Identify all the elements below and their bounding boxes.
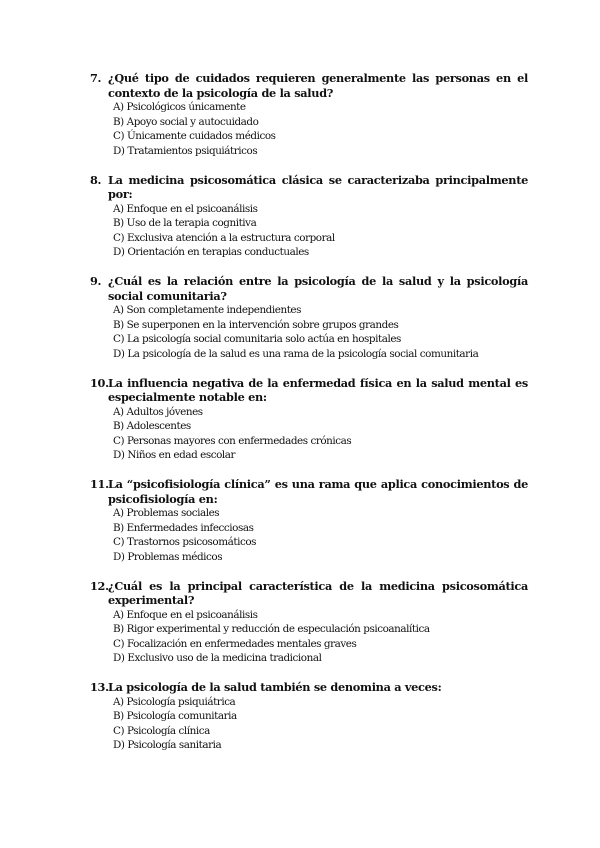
question-12 (90, 579, 528, 666)
answer-option: B) Enfermedades infecciosas (113, 521, 254, 534)
question-10 (90, 376, 528, 463)
answer-options (113, 100, 528, 158)
question-text: La influencia negativa de la enfermedad física en la salud mental es especialmente notable en: (108, 375, 528, 404)
answer-option: D) Tratamientos psiquiátricos (113, 144, 258, 157)
question-text: La medicina psicosomática clásica se caracterizaba principalmente por: (108, 172, 528, 201)
question-number: 11. (90, 477, 109, 491)
answer-option: A) Enfoque en el psicoanálisis (113, 608, 258, 621)
question-stem (90, 579, 528, 608)
answer-option: B) Psicología comunitaria (113, 710, 237, 722)
question-number: 8. (90, 172, 102, 187)
answer-option: A) Psicología psiquiátrica (113, 695, 236, 708)
answer-options (113, 695, 528, 753)
question-stem (90, 173, 528, 202)
question-stem (90, 71, 528, 100)
question-stem (90, 680, 528, 695)
question-text: ¿Qué tipo de cuidados requieren generalmente las personas en el contexto de la psicología de la salud? (108, 71, 528, 100)
answer-options (113, 405, 528, 463)
answer-options (113, 202, 528, 260)
answer-option: C) Psicología clínica (113, 724, 210, 737)
question-stem (90, 376, 528, 405)
answer-option: A) Problemas sociales (113, 507, 220, 519)
answer-option: C) Personas mayores con enfermedades crónicas (113, 434, 352, 447)
answer-option: B) Uso de la terapia cognitiva (113, 217, 257, 229)
answer-option: B) Se superponen en la intervención sobre grupos grandes (113, 318, 399, 331)
answer-option: D) Problemas médicos (113, 550, 223, 563)
question-9 (90, 274, 528, 361)
question-stem (90, 477, 528, 506)
answer-option: C) Únicamente cuidados médicos (113, 130, 276, 142)
answer-option: D) Orientación en terapias conductuales (113, 246, 309, 258)
answer-option: D) Psicología sanitaria (113, 739, 222, 751)
question-11 (90, 477, 528, 564)
answer-option: D) Exclusivo uso de la medicina tradicional (113, 652, 322, 664)
answer-option: A) Psicológicos únicamente (113, 101, 246, 113)
answer-option: A) Son completamente independientes (113, 304, 302, 316)
answer-option: A) Adultos jóvenes (113, 405, 203, 418)
answer-option: C) Focalización en enfermedades mentales graves (113, 637, 357, 650)
question-number: 13. (90, 680, 109, 694)
question-number: 10. (90, 375, 109, 390)
answer-option: B) Rigor experimental y reducción de especulación psicoanalítica (113, 623, 430, 635)
answer-options (113, 608, 528, 666)
question-text: La “psicofisiología clínica” es una rama que aplica conocimientos de psicofisiología en: (108, 477, 528, 506)
answer-options (113, 506, 528, 564)
question-13 (90, 680, 528, 753)
question-number: 9. (90, 274, 102, 288)
question-text: ¿Cuál es la principal característica de la medicina psicosomática experimental? (108, 578, 528, 607)
answer-option: D) Niños en edad escolar (113, 449, 236, 461)
question-list (90, 71, 528, 767)
answer-option: C) Trastornos psicosomáticos (113, 536, 257, 548)
answer-option: C) La psicología social comunitaria solo actúa en hospitales (113, 333, 401, 345)
answer-options (113, 303, 528, 361)
question-stem (90, 274, 528, 303)
question-number: 12. (90, 578, 109, 593)
answer-option: D) La psicología de la salud es una rama de la psicología social comunitaria (113, 347, 479, 360)
answer-option: A) Enfoque en el psicoanálisis (113, 202, 258, 215)
answer-option: B) Apoyo social y autocuidado (113, 115, 259, 128)
answer-option: B) Adolescentes (113, 420, 191, 432)
question-8 (90, 173, 528, 260)
question-text: ¿Cuál es la relación entre la psicología de la salud y la psicología social comunitaria? (108, 274, 528, 303)
question-number: 7. (90, 71, 102, 85)
question-text: La psicología de la salud también se denomina a veces: (108, 680, 442, 694)
answer-option: C) Exclusiva atención a la estructura corporal (113, 231, 335, 244)
question-7 (90, 71, 528, 158)
